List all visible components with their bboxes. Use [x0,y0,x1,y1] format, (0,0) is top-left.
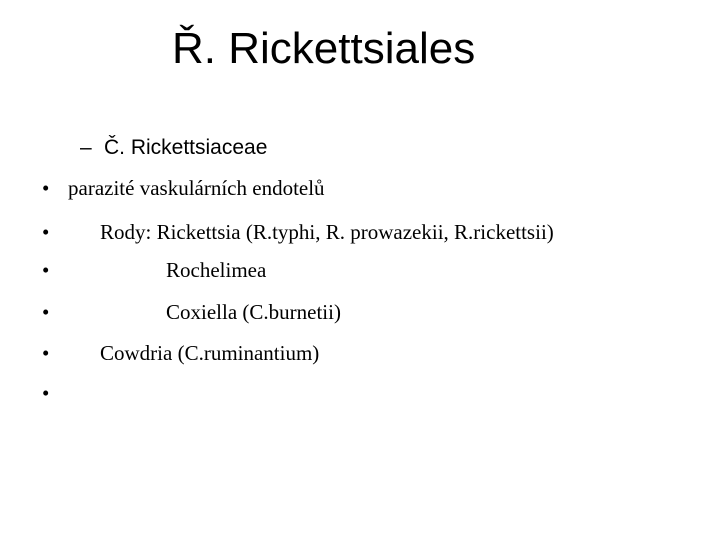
bullet-item [42,339,320,367]
bullet-text: Rochelimea [166,258,267,282]
subtitle-line [80,134,267,162]
bullet-text: Coxiella (C.burnetii) [166,300,341,324]
subtitle-text: Č. Rickettsiaceae [104,136,268,159]
bullet-text: parazité vaskulárních endotelů [68,176,325,200]
slide-title: Ř. Rickettsiales [172,24,476,73]
bullet-item [42,379,56,407]
bullet-dot: • [42,176,50,200]
bullet-dot: • [42,258,50,282]
bullet-dot: • [42,341,50,365]
bullet-item [42,256,267,284]
bullet-text: Cowdria (C.ruminantium) [100,341,320,365]
bullet-item [42,174,325,202]
bullet-dot: • [42,381,50,405]
subtitle-dash: – [80,136,92,159]
bullet-item [42,298,341,326]
bullet-dot: • [42,300,50,324]
bullet-item [42,218,554,246]
bullet-text: Rody: Rickettsia (R.typhi, R. prowazekii, R.rickettsii) [100,220,554,244]
bullet-dot: • [42,220,50,244]
